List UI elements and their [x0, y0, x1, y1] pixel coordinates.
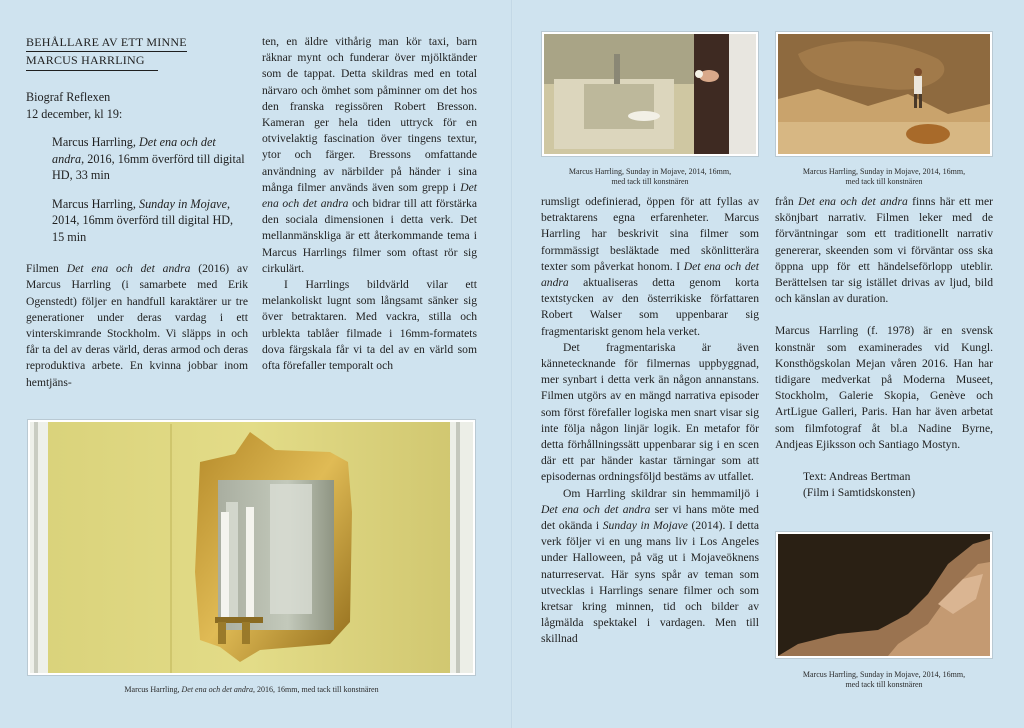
work-title: Det ena och det andra — [262, 180, 477, 211]
screening-artist: Marcus Harrling, — [52, 135, 139, 150]
text-run: Om Harrling skildrar sin hemmamiljö i — [563, 486, 759, 500]
body-paragraph — [541, 194, 759, 340]
desert-figure-photo — [776, 32, 992, 156]
caption-text: Marcus Harrling, Sunday in Mojave, 2014, 16mm, — [802, 670, 966, 679]
sink-photo — [542, 32, 758, 156]
desert-figure-image — [778, 34, 990, 154]
mirror-scene — [30, 422, 473, 673]
credit-author: Text: Andreas Bertman — [803, 470, 911, 484]
sink-image — [544, 34, 756, 154]
work-title: Det ena och det andra — [798, 195, 908, 208]
left-column-1 — [26, 34, 248, 391]
sink-scene — [544, 34, 756, 154]
sink-photo-caption — [542, 167, 758, 187]
caption-text: Marcus Harrling, Sunday in Mojave, 2014, 16mm, — [568, 167, 732, 176]
mirror-photo-caption — [28, 685, 475, 695]
desert-figure-caption — [776, 167, 992, 187]
credit-source: (Film i Samtidskonsten) — [803, 486, 916, 500]
caption-text: Marcus Harrling, Sunday in Mojave, 2014, 16mm, — [802, 167, 966, 176]
screening-item-2 — [52, 196, 248, 246]
body-paragraph: Det fragmentariska är även kännetecknande för filmernas uppbyggnad, mer synbart i detta verk än någon annanstans. Filmen utgörs av en mängd narrativa episoder som först förefaller logiska men snart visar sig inte följa någon linjär logik. En metafor för detta förhållningssätt uppenbarar sig i en scen där ett par händer kastar tärningar som att episodernas ordningsföljd bestäms av utfallet. — [541, 340, 759, 484]
mirror-photo — [28, 420, 475, 675]
text-credit — [803, 469, 993, 501]
text-run: Filmen — [26, 262, 67, 276]
right-column-2 — [775, 194, 993, 501]
text-run: från — [775, 195, 799, 208]
caption-text: Marcus Harrling, — [124, 685, 182, 694]
text-run: aktualiseras detta genom korta textstycken av den österrikiske författaren Robert Walser som uppenbarar sig fragmentariskt genom hela verket. — [541, 276, 759, 338]
caption-text: , 2016, 16mm, med tack till konstnären — [253, 685, 379, 694]
text-run: och bidrar till att förstärka den sociala dimensionen i detta verk. Det mellanmänskliga är ett återkommande tema i Marcus Harrlings filmer som oftast rör sig cirkulärt. — [262, 197, 477, 275]
desert-rocks-scene — [778, 534, 990, 656]
desert-figure-scene — [778, 34, 990, 154]
screening-item-1 — [52, 134, 248, 184]
body-paragraph — [26, 261, 248, 391]
work-title: Det ena och det andra — [66, 262, 191, 276]
artist-bio: Marcus Harrling (f. 1978) är en svensk konstnär som examinerades vid Kungl. Konsthögskolan Mejan våren 2016. Han har tidigare medverkat på Moderna Museet, Stockholm, Galerie Skopia, Genève och ArtLigue Galleri, Paris. Han har även arbetat som filmfotograf åt bl.a Nadine Byrne, Andjeas Ejiksson och Santiago Mostyn. — [775, 324, 993, 451]
screening-work: Det ena och det andra — [52, 135, 216, 166]
screening-work: Sunday in Mojave — [138, 196, 227, 211]
screening-date: 12 december, kl 19: — [26, 106, 123, 121]
screening-details: , 2016, 16mm överförd till digital HD, 33 min — [52, 151, 245, 183]
title-line-1: BEHÅLLARE AV ETT MINNE — [26, 34, 187, 52]
title-underline — [26, 70, 158, 71]
text-run: ser vi hans möte med det okända i — [541, 502, 759, 533]
body-paragraph — [775, 194, 993, 307]
text-run: (2014). I detta verk följer vi en ung mans liv i Los Angeles under Halloween, på väg ut i Mojaveöknens naturreservat. Här syns spår av teman som utvecklas i Harrlings senare filmer och som kretsar kring minnen, tid och bilder av lågmälda spektakel i vardagen. Men till skillnad — [541, 519, 759, 646]
caption-text: med tack till konstnären — [611, 177, 689, 186]
body-paragraph — [262, 34, 477, 277]
title-line-2: MARCUS HARRLING — [26, 53, 145, 67]
work-title: Det ena och det andra — [541, 259, 759, 290]
work-title: Sunday in Mojave — [602, 519, 688, 533]
right-column-1 — [541, 194, 759, 648]
text-run: finns här ett mer skönjbart narrativ. Filmen leker med de förväntningar som ett traditionellt narrativ genererar, skeenden som vi förväntar oss ska öppna upp för ett händelseförlopp uteblir. Berättelsen tar sig istället drivas av ljud, bild och känslan av duration. — [775, 195, 993, 306]
work-title: Det ena och det andra — [541, 502, 651, 516]
screening-venue — [26, 89, 248, 122]
right-page — [512, 0, 1024, 728]
body-paragraph: I Harrlings bildvärld vilar ett melankoliskt lugnt som långsamt sänker sig över betraktaren. Med vackra, stilla och urblekta tablåer filmade i 16mm-formatets dova färgskala får vi ta del av en värld som ofta förefaller temporalt och — [262, 278, 477, 373]
body-paragraph — [541, 486, 759, 648]
text-run: ten, en äldre vithårig man kör taxi, barn räknar mynt och funderar över mjölktänder som de tappat. Detta skildras med en total närvaro och ömhet som påminner om det hos den franska regissören Robert Bresson. Kameran ger hela tiden uttryck för en otvivelaktig fascination över tingens textur, ytor och färger. Bressons omfattande användning av närbilder på händer i sina många filmer används även som grepp i — [262, 35, 477, 194]
screening-artist: Marcus Harrling, — [52, 196, 139, 211]
caption-work: Det ena och det andra — [181, 685, 254, 694]
caption-text: med tack till konstnären — [845, 177, 923, 186]
article-title — [26, 34, 248, 71]
desert-rocks-photo — [776, 532, 992, 658]
mirror-image — [30, 422, 473, 673]
caption-text: med tack till konstnären — [845, 680, 923, 689]
text-run: rumsligt odefinierad, öppen för att fyllas av betraktarens egna erfarenheter. Marcus Harrling har beskrivit sina filmer som formmässigt besläktade med skönlitterära texter som påverkat honom. I — [541, 195, 759, 273]
left-column-2 — [262, 34, 477, 374]
text-run: (2016) av Marcus Harrling (i samarbete med Erik Ogenstedt) följer en handfull karaktärer ur tre generationer under deras vardag i ett vinterskimrande Stockholm. Vi släpps in och får ta del av deras värld, deras armod och deras reproduktiva arbete. En kvinna jobbar inom hemtjäns- — [26, 262, 248, 389]
screening-details: , 2014, 16mm överförd till digital HD, 15 min — [52, 196, 234, 244]
desert-rocks-caption — [776, 670, 992, 690]
venue-name: Biograf Reflexen — [26, 90, 111, 105]
desert-rocks-image — [778, 534, 990, 656]
